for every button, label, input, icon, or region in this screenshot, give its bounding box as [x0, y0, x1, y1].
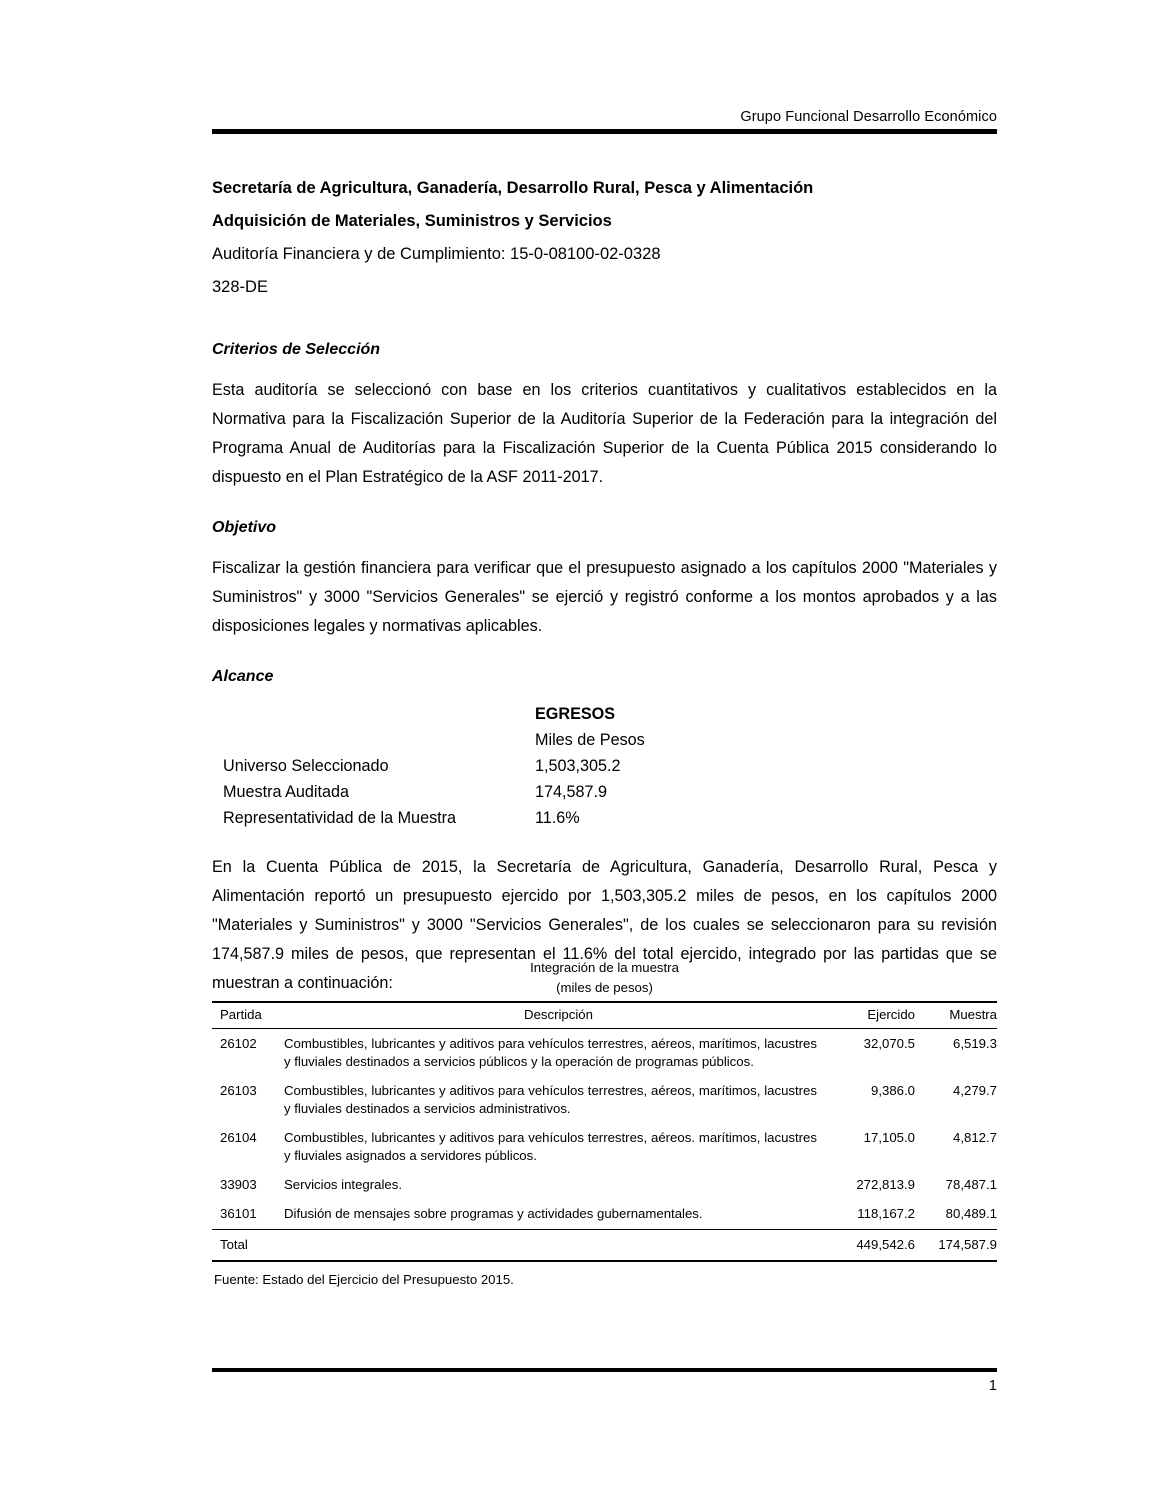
table-row [212, 779, 645, 805]
audit-subject: Adquisición de Materiales, Suministros y Servicios [212, 212, 612, 230]
table-row [212, 1170, 997, 1199]
alcance-row-value: 1,503,305.2 [535, 757, 621, 775]
table-row [212, 701, 645, 727]
table-total-row [212, 1230, 997, 1262]
table-source-note: Fuente: Estado del Ejercicio del Presupuesto 2015. [214, 1272, 514, 1287]
entity-name: Secretaría de Agricultura, Ganadería, Desarrollo Rural, Pesca y Alimentación [212, 179, 814, 197]
document-content [212, 340, 997, 1020]
cell-descripcion: Servicios integrales. [284, 1177, 403, 1192]
cell-total-muestra: 174,587.9 [919, 1230, 997, 1262]
audit-code: 328-DE [212, 278, 268, 296]
cell-muestra: 4,279.7 [953, 1083, 997, 1098]
table-row [212, 753, 645, 779]
alcance-row-value: 174,587.9 [535, 783, 608, 801]
column-header-descripcion: Descripción [284, 1002, 833, 1029]
column-header-muestra: Muestra [919, 1002, 997, 1029]
heading-objetivo: Objetivo [212, 519, 277, 536]
alcance-row-value: 11.6% [535, 809, 580, 827]
cell-partida: 26103 [220, 1083, 257, 1098]
page-footer [212, 1368, 997, 1397]
cell-ejercido: 17,105.0 [863, 1130, 915, 1145]
alcance-unit: Miles de Pesos [535, 731, 645, 749]
heading-alcance: Alcance [212, 668, 274, 685]
integration-table [212, 1001, 997, 1262]
integration-table-block [212, 958, 997, 1290]
cell-descripcion: Combustibles, lubricantes y aditivos para vehículos terrestres, aéreos, marítimos, lacustres y fluviales destinados a servicios públicos y la operación de programas públicos. [284, 1036, 817, 1069]
cell-muestra: 78,487.1 [945, 1177, 997, 1192]
alcance-empty-cell [212, 701, 535, 727]
cell-partida: 26104 [220, 1130, 257, 1145]
paragraph-criterios: Esta auditoría se seleccionó con base en los criterios cuantitativos y cualitativos establecidos en la Normativa para la Fiscalización Superior de la Auditoría Superior de la Federación para la integración del Programa Anual de Auditorías para la Fiscalización Superior de la Cuenta Pública 2015 considerando lo dispuesto en el Plan Estratégico de la ASF 2011-2017. [212, 381, 997, 486]
cell-partida: 26102 [220, 1036, 257, 1051]
cell-muestra: 80,489.1 [919, 1199, 997, 1230]
cell-total-label: Total [212, 1230, 284, 1262]
alcance-summary-table [212, 701, 645, 831]
page-number: 1 [988, 1378, 997, 1394]
column-header-partida: Partida [212, 1002, 284, 1029]
heading-criterios-de-seleccion: Criterios de Selección [212, 341, 381, 358]
cell-partida: 33903 [220, 1177, 257, 1192]
cell-ejercido: 9,386.0 [871, 1083, 915, 1098]
cell-total-spacer [284, 1230, 833, 1262]
cell-total-ejercido: 449,542.6 [833, 1230, 919, 1262]
running-header-title: Grupo Funcional Desarrollo Económico [740, 109, 997, 125]
column-header-ejercido: Ejercido [833, 1002, 919, 1029]
table-header-row [212, 1002, 997, 1029]
integration-table-subtitle: (miles de pesos) [556, 980, 653, 995]
paragraph-alcance: En la Cuenta Pública de 2015, la Secretaría de Agricultura, Ganadería, Desarrollo Rural, Pesca y Alimentación reportó un presupuesto ejercido por 1,503,305.2 miles de pesos, en los capítulos 2000 "Materiales y Suministros" y 3000 "Servicios Generales", de los cuales se seleccionaron para su revisión 174,587.9 miles de pesos, que representan el 11.6% del total ejercido, integrado por las partidas que se muestran a continuación: [212, 858, 997, 992]
table-row [212, 1123, 997, 1170]
header-rule [212, 129, 997, 134]
alcance-row-label: Universo Seleccionado [223, 757, 389, 775]
cell-ejercido: 32,070.5 [863, 1036, 915, 1051]
paragraph-objetivo: Fiscalizar la gestión financiera para verificar que el presupuesto asignado a los capítulos 2000 "Materiales y Suministros" y 3000 "Servicios Generales" se ejerció y registró conforme a los montos aprobados y a las disposiciones legales y normativas aplicables. [212, 559, 997, 635]
audit-type: Auditoría Financiera y de Cumplimiento: 15-0-08100-02-0328 [212, 245, 661, 263]
integration-table-title: Integración de la muestra [530, 960, 679, 975]
cell-muestra: 6,519.3 [953, 1036, 997, 1051]
table-row [212, 1029, 997, 1077]
alcance-row-label: Representatividad de la Muestra [223, 809, 457, 827]
cell-descripcion: Combustibles, lubricantes y aditivos para vehículos terrestres, aéreos. marítimos, lacustres y fluviales asignados a servidores públicos. [284, 1130, 817, 1163]
alcance-row-label: Muestra Auditada [223, 783, 349, 801]
cell-ejercido: 118,167.2 [833, 1199, 919, 1230]
cell-ejercido: 272,813.9 [856, 1177, 915, 1192]
alcance-empty-cell [212, 727, 535, 753]
table-row [212, 805, 645, 831]
title-block [212, 172, 1012, 304]
alcance-column-header: EGRESOS [535, 705, 616, 723]
cell-muestra: 4,812.7 [953, 1130, 997, 1145]
table-row [212, 727, 645, 753]
cell-partida: 36101 [212, 1199, 284, 1230]
cell-descripcion: Difusión de mensajes sobre programas y actividades gubernamentales. [284, 1199, 833, 1230]
cell-descripcion: Combustibles, lubricantes y aditivos para vehículos terrestres, aéreos, marítimos, lacustres y fluviales destinados a servicios administrativos. [284, 1083, 817, 1116]
table-row [212, 1199, 997, 1230]
table-row [212, 1076, 997, 1123]
running-header [212, 108, 997, 134]
